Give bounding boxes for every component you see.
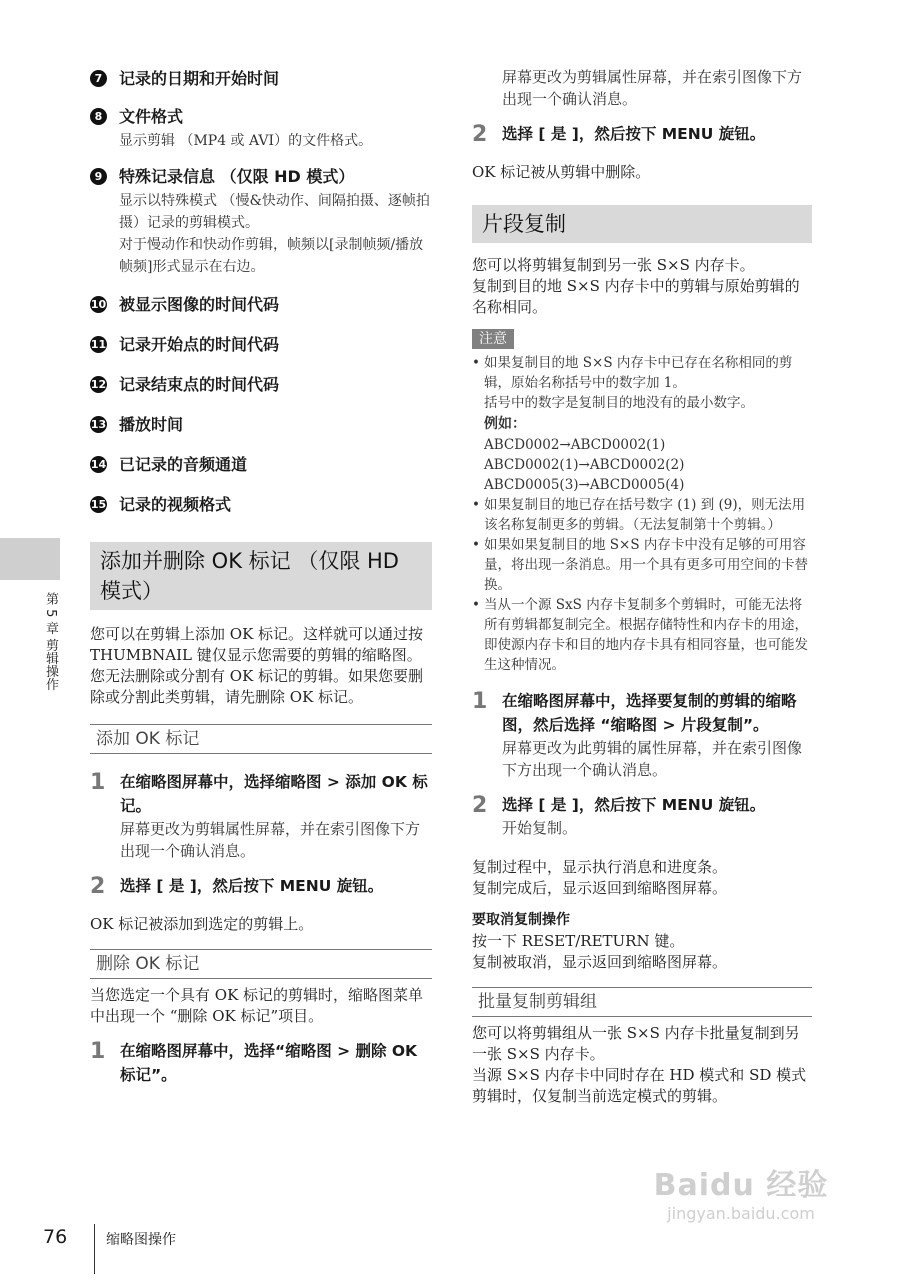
list-item — [90, 164, 432, 278]
right-column — [472, 66, 812, 1107]
step-number: 1 — [90, 770, 106, 795]
footer-label: 缩略图操作 — [106, 1232, 176, 1248]
step — [90, 1039, 432, 1087]
cancel-heading: 要取消复制操作 — [472, 912, 570, 928]
item-desc: 显示剪辑 （MP4 或 AVI）的文件格式。 — [119, 133, 373, 149]
item-title: 被显示图像的时间代码 — [119, 295, 280, 314]
number-badge-7: 7 — [90, 70, 107, 87]
result-text: OK 标记被从剪辑中删除。 — [472, 163, 651, 181]
note-bullet — [472, 495, 812, 535]
number-badge-10: 10 — [90, 298, 107, 311]
note-text: 如果复制目的地 S×S 内存卡中已存在名称相同的剪辑，原始名称括号中的数字加 1。 — [484, 355, 793, 391]
item-title: 特殊记录信息 （仅限 HD 模式） — [119, 167, 355, 186]
step-number: 2 — [90, 874, 106, 899]
step — [472, 689, 812, 781]
progress-text: 复制完成后，显示返回到缩略图屏幕。 — [472, 879, 728, 897]
item-title: 已记录的音频通道 — [119, 455, 248, 474]
note-bullet — [472, 353, 812, 495]
step-title: 在缩略图屏幕中，选择要复制的剪辑的缩略图，然后选择 “缩略图 > 片段复制”。 — [502, 692, 797, 734]
step-desc: 屏幕更改为剪辑属性屏幕，并在索引图像下方出现一个确认消息。 — [120, 820, 421, 860]
step-desc: 开始复制。 — [502, 819, 578, 837]
left-column — [90, 66, 432, 1087]
note-bullet — [472, 535, 812, 595]
item-title: 记录的日期和开始时间 — [119, 69, 280, 88]
item-title: 播放时间 — [119, 415, 184, 434]
intro-paragraph: 您可以在剪辑上添加 OK 标记。这样就可以通过按 THUMBNAIL 键仅显示您需要的剪辑的缩略图。 — [90, 625, 424, 664]
intro-paragraph: 您无法删除或分割有 OK 标记的剪辑。如果您要删除或分割此类剪辑，请先删除 OK 标记。 — [90, 667, 424, 706]
number-badge-11: 11 — [90, 338, 107, 351]
step-title: 在缩略图屏幕中，选择“缩略图 > 删除 OK 标记”。 — [120, 1042, 418, 1084]
result-text: OK 标记被添加到选定的剪辑上。 — [90, 915, 314, 933]
note-text: 当从一个源 SxS 内存卡复制多个剪辑时，可能无法将所有剪辑都复制完全。根据存储特性和内存卡的用途，即使源内存卡和目的地内存卡具有相同容量，也可能发生这种情况。 — [484, 597, 808, 673]
number-badge-9: 9 — [90, 168, 107, 185]
batch-text: 您可以将剪辑组从一张 S×S 内存卡批量复制到另一张 S×S 内存卡。 — [472, 1024, 800, 1063]
example-line: ABCD0005(3)→ABCD0005(4) — [484, 477, 685, 493]
item-title: 记录的视频格式 — [119, 495, 232, 514]
page-number: 76 — [43, 1226, 68, 1248]
copy-intro: 您可以将剪辑复制到另一张 S×S 内存卡。 — [472, 256, 755, 274]
step — [472, 122, 812, 148]
item-title: 文件格式 — [119, 107, 184, 126]
number-badge-15: 15 — [90, 498, 107, 511]
list-item — [90, 292, 432, 318]
step — [90, 874, 432, 900]
number-badge-8: 8 — [90, 108, 107, 125]
step-number: 1 — [90, 1039, 106, 1064]
step-number: 2 — [472, 122, 488, 147]
list-item — [90, 66, 432, 92]
note-text: 如果复制目的地已存在括号数字 (1) 到 (9)，则无法用该名称复制更多的剪辑。（无法复制第十个剪辑。） — [484, 497, 806, 533]
delete-intro: 当您选定一个具有 OK 标记的剪辑时，缩略图菜单中出现一个 “删除 OK 标记”项目。 — [90, 986, 424, 1025]
note-text: 如果如果复制目的地 S×S 内存卡中没有足够的可用容量，将出现一条消息。用一个具有更多可用空间的卡替换。 — [484, 537, 808, 593]
step-number: 2 — [472, 793, 488, 818]
item-title: 记录结束点的时间代码 — [119, 375, 280, 394]
note-bullet — [472, 595, 812, 675]
list-item — [90, 412, 432, 438]
note-text: 括号中的数字是复制目的地没有的最小数字。 — [484, 395, 754, 411]
note-label: 注意 — [472, 329, 514, 349]
step-title: 选择 [ 是 ]，然后按下 MENU 旋钮。 — [502, 796, 766, 814]
list-item — [90, 452, 432, 478]
example-line: ABCD0002(1)→ABCD0002(2) — [484, 457, 685, 473]
cancel-text: 按一下 RESET/RETURN 键。 — [472, 932, 685, 950]
example-line: ABCD0002→ABCD0002(1) — [484, 437, 666, 453]
copy-intro: 复制到目的地 S×S 内存卡中的剪辑与原始剪辑的名称相同。 — [472, 277, 800, 316]
list-item — [90, 492, 432, 518]
progress-text: 复制过程中，显示执行消息和进度条。 — [472, 858, 728, 876]
example-label: 例如： — [484, 416, 526, 432]
bullet-dot: • — [472, 497, 480, 513]
step-title: 在缩略图屏幕中，选择缩略图 > 添加 OK 标记。 — [120, 773, 428, 815]
item-desc: 对于慢动作和快动作剪辑，帧频以[录制帧频/播放帧频]形式显示在右边。 — [119, 237, 424, 275]
subsection-heading: 批量复制剪辑组 — [472, 987, 812, 1017]
watermark-logo — [626, 1160, 856, 1240]
list-item — [90, 332, 432, 358]
step — [472, 793, 812, 839]
chapter-tab — [0, 538, 60, 580]
footer-divider — [94, 1224, 95, 1274]
step — [90, 770, 432, 862]
section-heading: 片段复制 — [472, 205, 812, 243]
cancel-text: 复制被取消，显示返回到缩略图屏幕。 — [472, 953, 728, 971]
watermark-main: Baidu 经验 — [653, 1168, 829, 1203]
note-tag — [472, 328, 812, 349]
step-desc: 屏幕更改为此剪辑的属性屏幕，并在索引图像下方出现一个确认消息。 — [502, 739, 803, 779]
list-item — [90, 372, 432, 398]
step-title: 选择 [ 是 ]，然后按下 MENU 旋钮。 — [502, 125, 766, 143]
watermark-sub: jingyan.baidu.com — [667, 1204, 815, 1223]
bullet-dot: • — [472, 355, 480, 371]
list-item — [90, 104, 432, 152]
batch-text: 当源 S×S 内存卡中同时存在 HD 模式和 SD 模式剪辑时，仅复制当前选定模式的剪辑。 — [472, 1066, 807, 1105]
bullet-dot: • — [472, 597, 480, 613]
subsection-heading: 添加 OK 标记 — [90, 724, 432, 754]
step-number: 1 — [472, 689, 488, 714]
chapter-label: 第 5 章 剪辑操作 — [43, 592, 58, 691]
continued-desc: 屏幕更改为剪辑属性屏幕，并在索引图像下方出现一个确认消息。 — [502, 68, 803, 108]
section-heading: 添加并删除 OK 标记 （仅限 HD 模式） — [90, 542, 432, 610]
number-badge-12: 12 — [90, 378, 107, 391]
step-title: 选择 [ 是 ]，然后按下 MENU 旋钮。 — [120, 877, 384, 895]
bullet-dot: • — [472, 537, 480, 553]
number-badge-13: 13 — [90, 418, 107, 431]
subsection-heading: 删除 OK 标记 — [90, 949, 432, 979]
number-badge-14: 14 — [90, 458, 107, 471]
item-desc: 显示以特殊模式 （慢&快动作、间隔拍摄、逐帧拍摄）记录的剪辑模式。 — [119, 193, 430, 231]
item-title: 记录开始点的时间代码 — [119, 335, 280, 354]
